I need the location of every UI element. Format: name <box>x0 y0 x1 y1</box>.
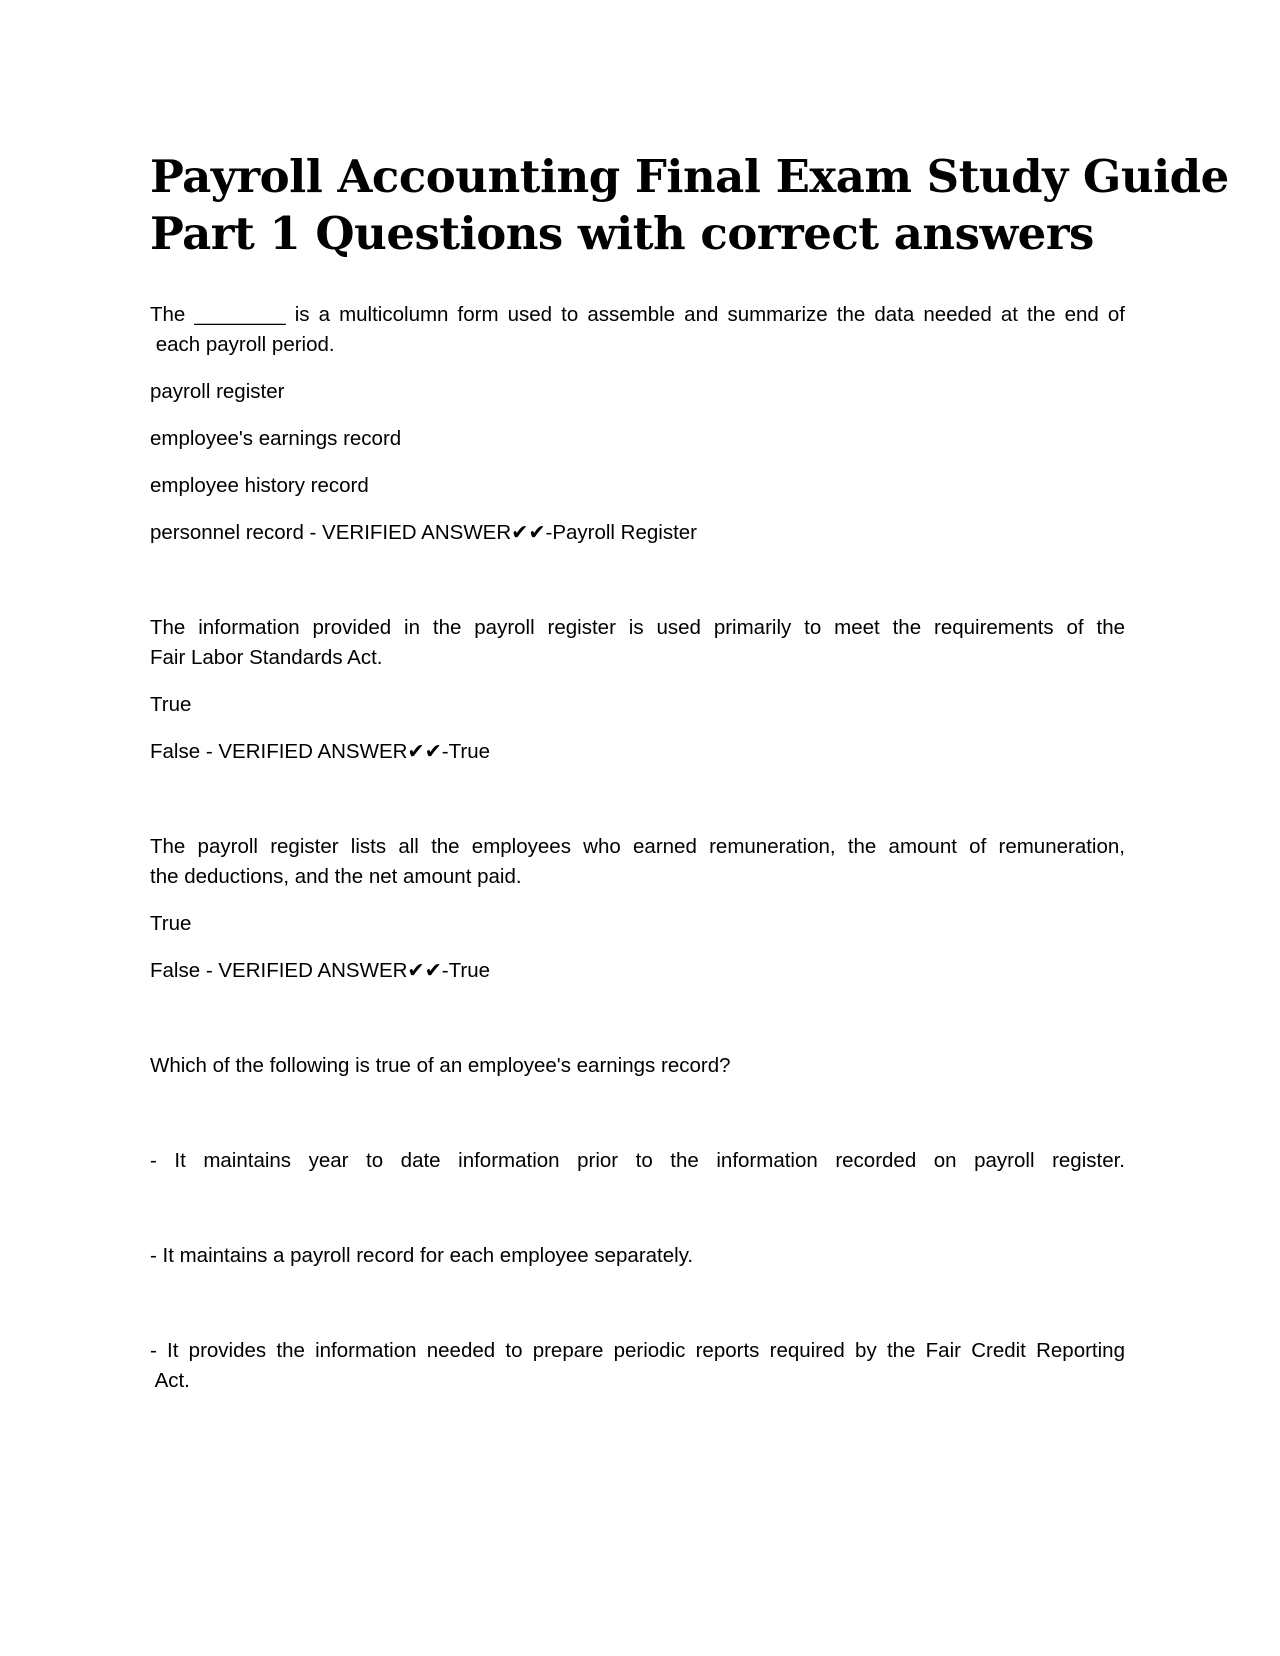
choice-line-1: - It provides the information needed to prepare periodic reports required by the Fair Credit Reporting <box>150 1339 1125 1362</box>
option: True <box>150 912 192 935</box>
document-page <box>150 148 1229 1396</box>
option: employee history record <box>150 474 369 497</box>
title-line-2: Part 1 Questions with correct answers <box>150 207 1094 260</box>
choice-line-2: Act. <box>150 1369 190 1392</box>
option: payroll register <box>150 380 285 403</box>
stem-line-2: Fair Labor Standards Act. <box>150 646 383 669</box>
question-3 <box>150 832 1125 986</box>
option: True <box>150 693 192 716</box>
stem-line-1: The information provided in the payroll register is used primarily to meet the requirements of the <box>150 616 1125 639</box>
choice: - It maintains a payroll record for each employee separately. <box>150 1244 694 1267</box>
choice: - It maintains year to date information prior to the information recorded on payroll register. <box>150 1149 1125 1172</box>
option-verified-answer: personnel record - VERIFIED ANSWER✔✔-Payroll Register <box>150 521 698 544</box>
title-line-1: Payroll Accounting Final Exam Study Guide <box>150 150 1229 203</box>
stem-line-1: The payroll register lists all the employees who earned remuneration, the amount of remuneration, <box>150 835 1125 858</box>
question-1 <box>150 300 1125 548</box>
question-stem <box>150 300 1125 360</box>
question-stem <box>150 832 1125 892</box>
stem-line-2: the deductions, and the net amount paid. <box>150 865 522 888</box>
question-2 <box>150 613 1125 767</box>
page-title <box>150 148 1229 262</box>
stem-line-2: each payroll period. <box>150 333 335 356</box>
option-verified-answer: False - VERIFIED ANSWER✔✔-True <box>150 740 491 763</box>
question-4 <box>150 1051 1125 1396</box>
option: employee's earnings record <box>150 427 402 450</box>
stem-line-1: The ________ is a multicolumn form used to assemble and summarize the data needed at the end of <box>150 303 1125 326</box>
question-stem <box>150 613 1125 673</box>
question-stem: Which of the following is true of an employee's earnings record? <box>150 1054 731 1077</box>
choice <box>150 1336 1125 1396</box>
option-verified-answer: False - VERIFIED ANSWER✔✔-True <box>150 959 491 982</box>
